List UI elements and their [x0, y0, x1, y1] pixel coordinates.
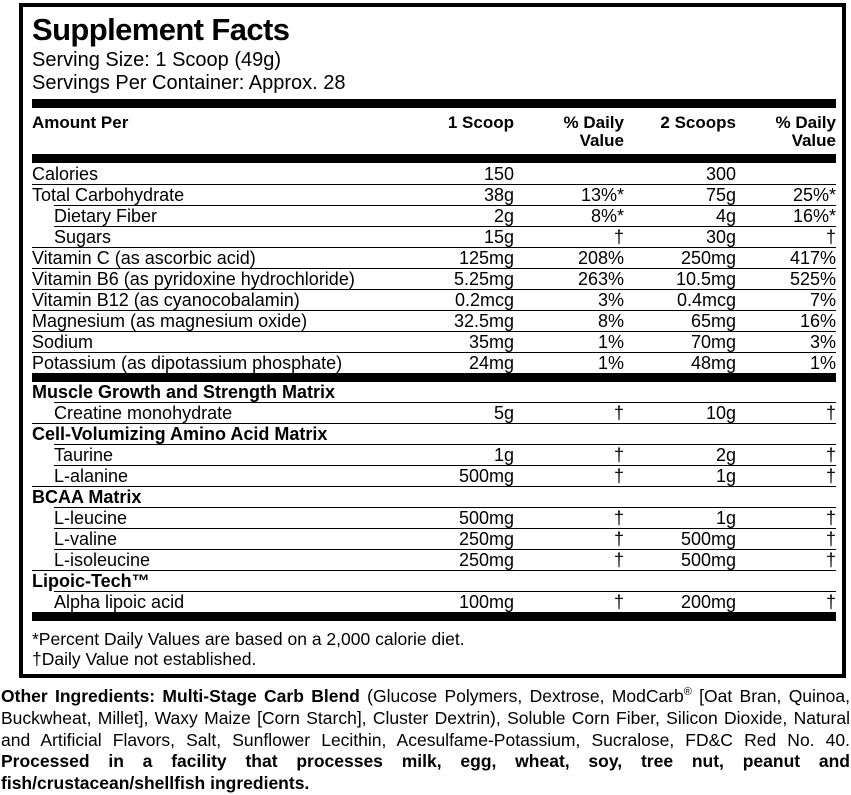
amount-1scoop-cell: 500mg: [458, 466, 514, 486]
nutrient-name: Calories: [32, 164, 99, 184]
dv-2scoops-cell: †: [825, 466, 836, 486]
table-row: [32, 227, 836, 247]
dv-1scoop-cell: †: [613, 445, 624, 465]
divider-bar: [32, 99, 836, 108]
amount-1scoop-cell: 125mg: [458, 248, 514, 268]
nutrient-name: Sodium: [32, 332, 94, 352]
table-row: [32, 529, 836, 549]
divider-bar: [32, 154, 836, 163]
dv-2scoops-cell: 16%: [799, 311, 836, 331]
nutrient-name: L-isoleucine: [54, 550, 151, 570]
amount-2scoops-cell: 2g: [715, 445, 736, 465]
table-row: [32, 466, 836, 486]
amount-1scoop-cell: 24mg: [468, 353, 514, 373]
nutrient-name: L-alanine: [54, 466, 129, 486]
amount-1scoop-cell: 15g: [483, 227, 514, 247]
dv-1scoop-cell: †: [613, 403, 624, 423]
amount-2scoops-cell: 0.4mcg: [676, 290, 736, 310]
table-header-row: [32, 110, 836, 151]
serving-size: Serving Size: 1 Scoop (49g): [32, 49, 282, 71]
dv-1scoop-cell: †: [613, 529, 624, 549]
table-row: [32, 403, 836, 423]
dv-2scoops-cell: †: [825, 592, 836, 612]
table-row: [32, 332, 836, 352]
nutrient-name: Creatine monohydrate: [54, 403, 233, 423]
nutrient-name: BCAA Matrix: [32, 487, 142, 507]
divider-bar: [32, 612, 836, 621]
dv-2scoops-cell: †: [825, 227, 836, 247]
section-header-row: [32, 424, 836, 444]
amount-2scoops-cell: 300: [705, 164, 736, 184]
amount-1scoop-cell: 250mg: [458, 529, 514, 549]
nutrient-name: L-leucine: [54, 508, 128, 528]
dv-2scoops-cell: 3%: [809, 332, 836, 352]
other-ingredients-paragraph: [1, 686, 850, 795]
table-row: [32, 164, 836, 184]
dv-1scoop-cell: †: [613, 227, 624, 247]
dv-1scoop-cell: 13%*: [580, 185, 624, 205]
amount-1scoop-cell: 500mg: [458, 508, 514, 528]
dv-1scoop-cell: 3%: [597, 290, 624, 310]
table-row: [32, 290, 836, 310]
nutrient-name: Taurine: [54, 445, 114, 465]
dv-1scoop-cell: †: [613, 466, 624, 486]
nutrient-name: Muscle Growth and Strength Matrix: [32, 382, 336, 402]
dv-1scoop-cell: 263%: [577, 269, 624, 289]
amount-2scoops-cell: 1g: [715, 466, 736, 486]
amount-2scoops-cell: 10.5mg: [675, 269, 736, 289]
table-row: [32, 185, 836, 205]
dv-2scoops-cell: †: [825, 550, 836, 570]
table-row: [32, 269, 836, 289]
table-row: [32, 248, 836, 268]
amount-2scoops-cell: 48mg: [690, 353, 736, 373]
dv-1scoop-cell: 1%: [597, 353, 624, 373]
footnote-daily-value: *Percent Daily Values are based on a 2,000 calorie diet.: [32, 629, 465, 649]
table-row: [32, 550, 836, 570]
amount-1scoop-cell: 35mg: [468, 332, 514, 352]
dv-1scoop-cell: 8%*: [590, 206, 624, 226]
section-header-row: [32, 382, 836, 402]
servings-per-container: Servings Per Container: Approx. 28: [32, 71, 346, 94]
dv-2scoops-cell: †: [825, 529, 836, 549]
dv-1scoop-cell: †: [613, 592, 624, 612]
table-row: [32, 206, 836, 226]
amount-2scoops-cell: 500mg: [680, 550, 736, 570]
supplement-facts-panel: [19, 3, 846, 678]
dv-2scoops-cell: 417%: [789, 248, 836, 268]
ingredients-text: (Glucose Polymers, Dextrose, ModCarb: [359, 686, 684, 706]
nutrient-name: Potassium (as dipotassium phosphate): [32, 353, 343, 373]
amount-2scoops-cell: 70mg: [690, 332, 736, 352]
footnote-not-established: †Daily Value not established.: [32, 649, 257, 669]
amount-2scoops-cell: 10g: [705, 403, 736, 423]
amount-per-label: Amount Per: [32, 113, 129, 132]
amount-2scoops-cell: 30g: [705, 227, 736, 247]
nutrient-name: Total Carbohydrate: [32, 185, 185, 205]
dv-1scoop-cell: 208%: [577, 248, 624, 268]
nutrition-rows: [32, 164, 836, 612]
dv-2scoops-cell: †: [825, 508, 836, 528]
amount-2scoops-cell: 500mg: [680, 529, 736, 549]
table-row: [32, 592, 836, 612]
nutrient-name: Cell-Volumizing Amino Acid Matrix: [32, 424, 328, 444]
nutrient-name: Alpha lipoic acid: [54, 592, 185, 612]
dv-2scoops-cell: 25%*: [792, 185, 836, 205]
dv-2scoops-cell: 7%: [809, 290, 836, 310]
panel-title: Supplement Facts: [32, 12, 290, 47]
table-row: [32, 508, 836, 528]
amount-1scoop-cell: 5.25mg: [453, 269, 514, 289]
amount-1scoop-cell: 100mg: [458, 592, 514, 612]
amount-2scoops-cell: 250mg: [680, 248, 736, 268]
dv-2scoops-cell: †: [825, 403, 836, 423]
amount-1scoop-cell: 1g: [493, 445, 514, 465]
ingredients-text: [Oat Bran, Quinoa, Buckwheat, Millet], Waxy Maize [Corn Starch], Cluster Dextrin), Soluble Corn Fiber, Silicon Dioxide, Natural and Artificial Flavors, Salt, Sunflower Lecithin, Acesulfame-Potassium, Sucralose, FD&C Red No. 40.: [1, 686, 850, 750]
table-row: [32, 353, 836, 373]
dv-2scoops-cell: †: [825, 445, 836, 465]
dv-1scoop-cell: 1%: [597, 332, 624, 352]
column-header: % Daily Value: [563, 113, 624, 150]
table-row: [32, 445, 836, 465]
dv-1scoop-cell: †: [613, 550, 624, 570]
dv-1scoop-cell: †: [613, 508, 624, 528]
nutrient-name: Vitamin C (as ascorbic acid): [32, 248, 256, 268]
nutrient-name: Sugars: [54, 227, 112, 247]
nutrient-name: Vitamin B12 (as cyanocobalamin): [32, 290, 300, 310]
table-row: [32, 311, 836, 331]
dv-2scoops-cell: 1%: [809, 353, 836, 373]
ingredients-bold-text: Other Ingredients: Multi-Stage Carb Blend: [1, 686, 360, 706]
amount-1scoop-cell: 150: [483, 164, 514, 184]
column-header: 2 Scoops: [660, 113, 736, 132]
amount-1scoop-cell: 0.2mcg: [454, 290, 514, 310]
amount-2scoops-cell: 75g: [705, 185, 736, 205]
amount-1scoop-cell: 250mg: [458, 550, 514, 570]
dv-2scoops-cell: 525%: [789, 269, 836, 289]
amount-1scoop-cell: 2g: [493, 206, 514, 226]
amount-1scoop-cell: 32.5mg: [453, 311, 514, 331]
section-header-row: [32, 487, 836, 507]
ingredients-text: ®: [683, 686, 692, 699]
column-header: % Daily Value: [775, 113, 836, 150]
amount-2scoops-cell: 4g: [715, 206, 736, 226]
column-header: 1 Scoop: [447, 113, 514, 132]
amount-1scoop-cell: 5g: [493, 403, 514, 423]
nutrient-name: Vitamin B6 (as pyridoxine hydrochloride): [32, 269, 355, 289]
dv-2scoops-cell: 16%*: [792, 206, 836, 226]
nutrient-name: Lipoic-Tech™: [32, 571, 150, 591]
amount-2scoops-cell: 200mg: [680, 592, 736, 612]
section-header-row: [32, 571, 836, 591]
amount-2scoops-cell: 1g: [715, 508, 736, 528]
nutrient-name: L-valine: [54, 529, 118, 549]
amount-1scoop-cell: 38g: [483, 185, 514, 205]
nutrient-name: Dietary Fiber: [54, 206, 158, 226]
divider-bar: [32, 373, 836, 382]
dv-1scoop-cell: 8%: [597, 311, 624, 331]
ingredients-bold-text: Processed in a facility that processes milk, egg, wheat, soy, tree nut, peanut and fish/crustacean/shellfish ingredients.: [1, 751, 850, 794]
nutrient-name: Magnesium (as magnesium oxide): [32, 311, 308, 331]
amount-2scoops-cell: 65mg: [690, 311, 736, 331]
footnotes: [32, 624, 836, 669]
